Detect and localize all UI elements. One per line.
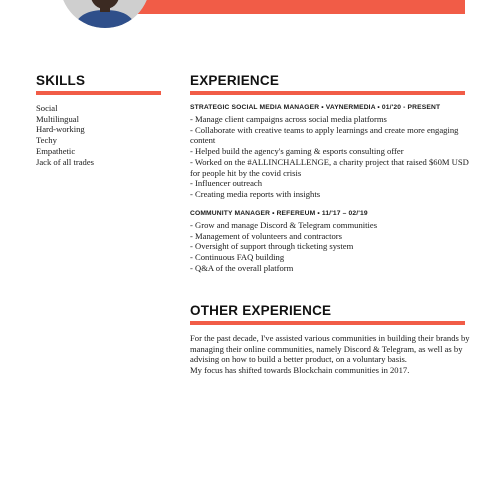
other-experience-text (190, 333, 475, 376)
job-title-refereum: COMMUNITY MANAGER • REFEREUM • 11/'17 – 02/'19 (190, 210, 368, 217)
job-bullet: - Management of volunteers and contractors (190, 230, 343, 241)
job-bullet: - Worked on the #ALLINCHALLENGE, a charity project that raised $60M USD for people hit by the covid crisis (190, 156, 469, 178)
job-bullets-vaynermedia (190, 114, 470, 200)
job-bullet: - Collaborate with creative teams to apply learnings and create more engaging content (190, 124, 459, 146)
profile-photo (60, 0, 150, 28)
job-bullet: - Helped build the agency's gaming & esports consulting offer (190, 146, 404, 157)
experience-rule (190, 91, 465, 95)
job-bullet: - Influencer outreach (190, 178, 263, 189)
other-experience-heading: OTHER EXPERIENCE (190, 303, 332, 318)
job-bullet: - Creating media reports with insights (190, 188, 321, 199)
other-experience-rule (190, 321, 465, 325)
job-bullet: - Grow and manage Discord & Telegram communities (190, 220, 378, 230)
other-experience-paragraph: For the past decade, I've assisted various communities in building their brands by managing their online communities, namely Discord & Telegram, as well as by advising on how to build a better product, on a voluntary basis. (190, 333, 470, 365)
job-bullet: - Oversight of support through ticketing system (190, 241, 354, 252)
experience-heading: EXPERIENCE (190, 73, 280, 88)
skills-rule (36, 91, 161, 95)
job-title-vaynermedia: STRATEGIC SOCIAL MEDIA MANAGER • VAYNERMEDIA • 01/'20 - PRESENT (190, 104, 441, 111)
skill-item: Jack of all trades (36, 156, 94, 167)
skill-item: Social (36, 103, 58, 113)
job-bullets-refereum (190, 220, 470, 274)
job-bullet: - Manage client campaigns across social media platforms (190, 114, 387, 124)
skill-item: Multilingual (36, 113, 79, 124)
job-bullet: - Continuous FAQ building (190, 252, 285, 263)
skill-item: Techy (36, 135, 57, 146)
skill-item: Empathetic (36, 145, 76, 156)
skills-heading: SKILLS (36, 73, 86, 88)
job-bullet: - Q&A of the overall platform (190, 262, 294, 273)
header-accent-bar (122, 0, 465, 14)
skills-list (36, 103, 94, 167)
other-experience-paragraph: My focus has shifted towards Blockchain communities in 2017. (190, 365, 410, 376)
skill-item: Hard-working (36, 124, 85, 135)
